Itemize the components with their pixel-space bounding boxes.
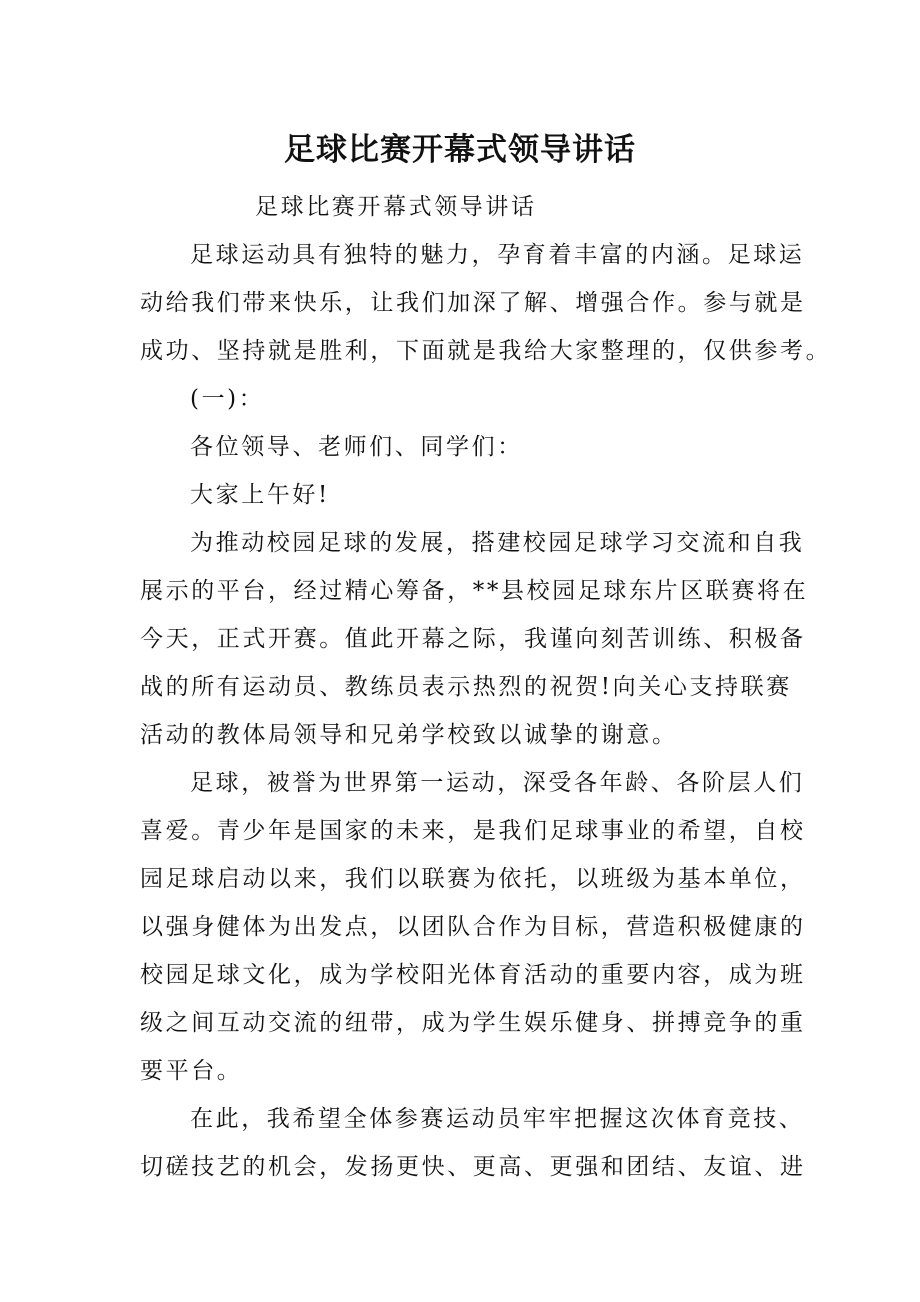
text-line: 园足球启动以来，我们以联赛为依托，以班级为基本单位， xyxy=(140,866,806,892)
document-subtitle: 足球比赛开幕式领导讲话 xyxy=(255,194,537,220)
text-line: 在此，我希望全体参赛运动员牢牢把握这次体育竞技、 xyxy=(190,1106,805,1132)
text-line: 足球，被誉为世界第一运动，深受各年龄、各阶层人们 xyxy=(190,770,805,796)
text-line: 喜爱。青少年是国家的未来，是我们足球事业的希望，自校 xyxy=(140,818,806,844)
text-line: 活动的教体局领导和兄弟学校致以诚挚的谢意。 xyxy=(140,722,678,748)
text-line: 各位领导、老师们、同学们： xyxy=(190,434,523,460)
text-line: 战的所有运动员、教练员表示热烈的祝贺!向关心支持联赛 xyxy=(140,674,792,700)
text-line: 动给我们带来快乐，让我们加深了解、增强合作。参与就是 xyxy=(140,290,806,316)
text-line: 校园足球文化，成为学校阳光体育活动的重要内容，成为班 xyxy=(140,962,806,988)
text-line: 切磋技艺的机会，发扬更快、更高、更强和团结、友谊、进 xyxy=(140,1154,806,1180)
text-line: 足球运动具有独特的魅力，孕育着丰富的内涵。足球运 xyxy=(190,242,805,268)
text-line: 要平台。 xyxy=(140,1058,243,1084)
document-title: 足球比赛开幕式领导讲话 xyxy=(284,132,636,168)
text-line: 大家上午好! xyxy=(190,482,330,508)
text-line: (一)： xyxy=(190,386,265,412)
text-line: 成功、坚持就是胜利，下面就是我给大家整理的，仅供参考。 xyxy=(140,338,832,364)
text-line: 今天，正式开赛。值此开幕之际，我谨向刻苦训练、积极备 xyxy=(140,626,806,652)
text-line: 为推动校园足球的发展，搭建校园足球学习交流和自我 xyxy=(190,530,805,556)
text-line: 级之间互动交流的纽带，成为学生娱乐健身、拼搏竞争的重 xyxy=(140,1010,806,1036)
text-line: 展示的平台，经过精心筹备，**县校园足球东片区联赛将在 xyxy=(140,578,809,604)
document-body xyxy=(140,183,832,1191)
text-line: 以强身健体为出发点，以团队合作为目标，营造积极健康的 xyxy=(140,914,806,940)
